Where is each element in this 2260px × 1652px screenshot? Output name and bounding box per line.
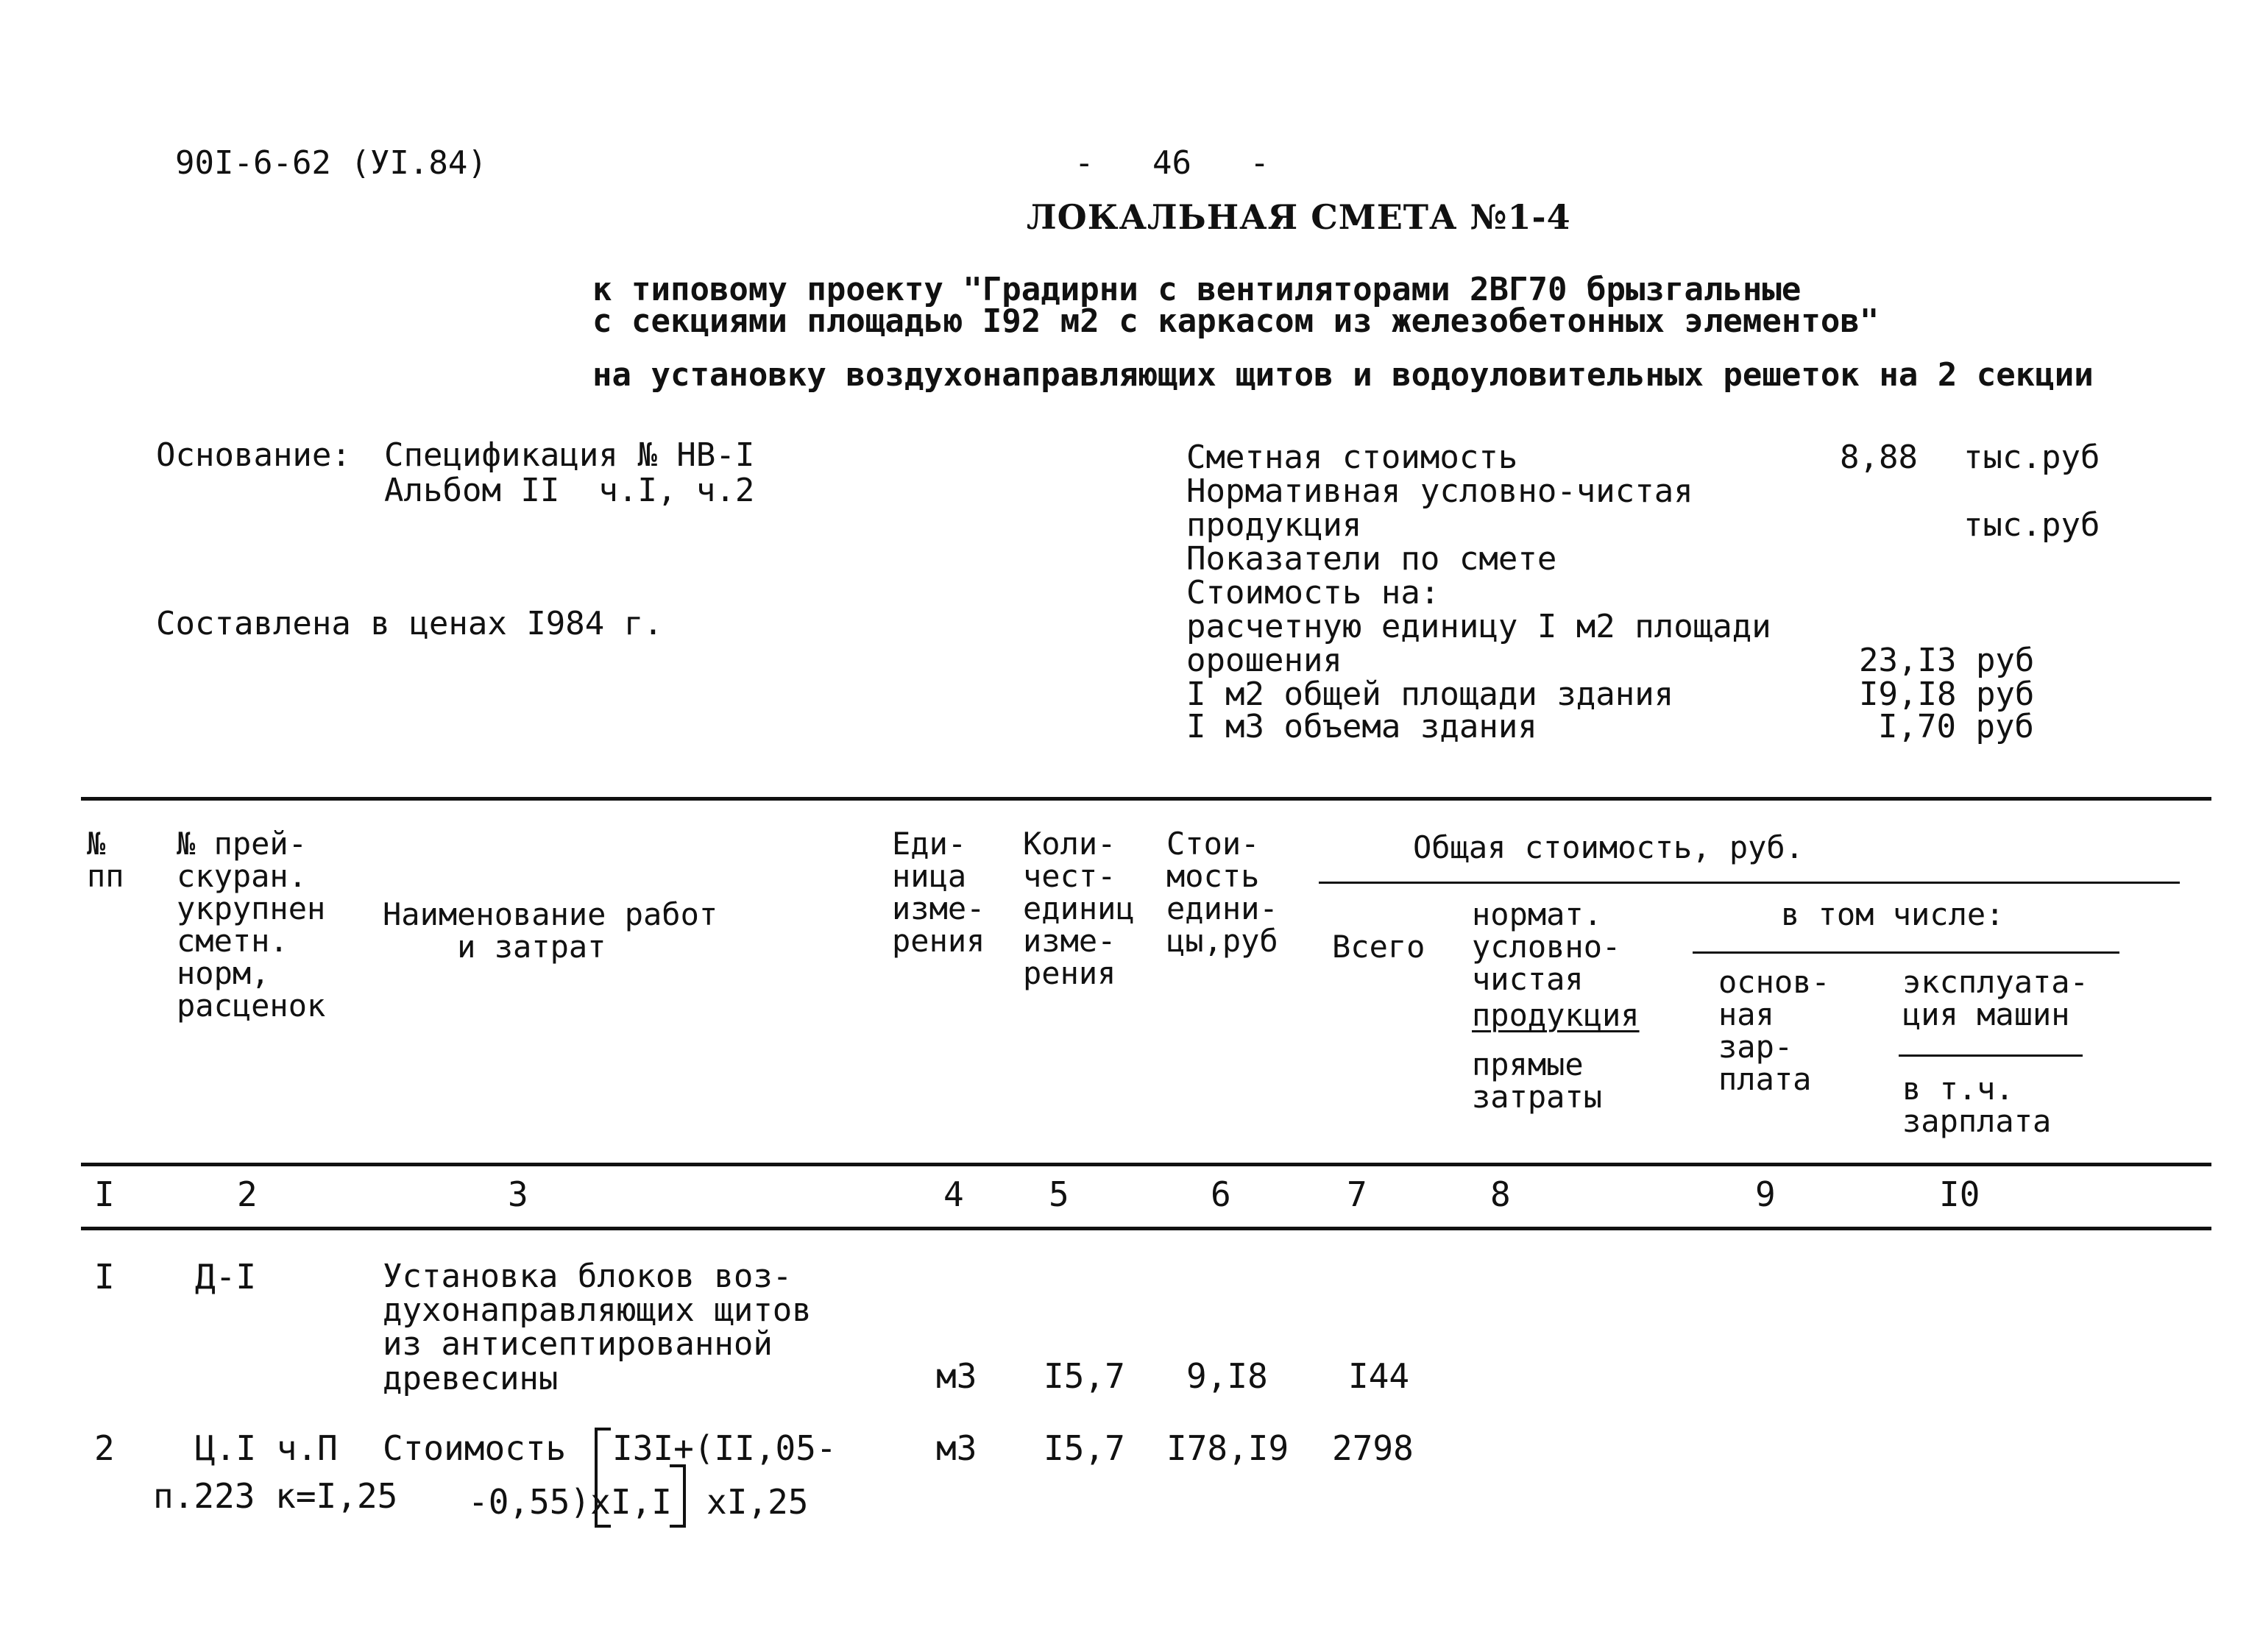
row-2-number: 2: [94, 1428, 115, 1468]
col-header-work-name: Наименование работ и затрат: [383, 896, 718, 965]
table-top-rule: [81, 797, 2211, 801]
row-2-code-line-2: п.223 к=I,25: [153, 1476, 398, 1516]
col-header-normative-top: нормат. условно- чистая: [1472, 896, 1621, 998]
per-volume-value: I,70 руб: [1878, 708, 2034, 745]
normative-label-2: продукция: [1186, 506, 1362, 544]
row-2-total: 2798: [1332, 1428, 1414, 1468]
col-number-1: I: [94, 1174, 115, 1214]
col-header-base-salary: основ- ная зар- плата: [1718, 964, 1830, 1098]
header-bottom-rule: [81, 1163, 2211, 1166]
per-area-label: I м2 общей площади здания: [1186, 676, 1674, 713]
document-title: ЛОКАЛЬНАЯ СМЕТА №1-4: [1027, 197, 1571, 237]
row-1-total: I44: [1348, 1356, 1410, 1396]
total-group-rule: [1319, 882, 2180, 884]
row-2-formula-line-1: I3I+(II,05-: [612, 1428, 837, 1468]
col-number-4: 4: [943, 1174, 964, 1214]
col-number-2: 2: [237, 1174, 258, 1214]
row-2-name-prefix: Стоимость: [383, 1428, 567, 1468]
col-number-6: 6: [1211, 1174, 1231, 1214]
page-number: - 46 -: [1074, 144, 1269, 182]
per-volume-label: I м3 объема здания: [1186, 708, 1537, 745]
row-1-number: I: [94, 1257, 115, 1297]
col-header-machines: эксплуата- ция машин: [1902, 964, 2089, 1033]
row-2-code-line-1: Ц.I ч.П: [195, 1428, 338, 1468]
normative-unit: тыс.руб: [1963, 506, 2100, 544]
col-header-quantity: Коли- чест- единиц изме- рения: [1023, 826, 1135, 992]
row-2-formula-suffix: хI,25: [706, 1482, 809, 1522]
row-2-formula-line-2: -0,55)хI,I: [468, 1482, 672, 1522]
col-header-total: Всего: [1332, 929, 1425, 965]
subtitle-line-1: к типовому проекту "Градирни с вентиляторами 2ВГ70 брызгальные: [592, 271, 1802, 308]
row-2-quantity: I5,7: [1044, 1428, 1125, 1468]
basis-album: Альбом II ч.I, ч.2: [384, 472, 755, 509]
per-unit-label-1: расчетную единицу I м2 площади: [1186, 608, 1771, 645]
col-number-7: 7: [1347, 1174, 1367, 1214]
col-header-total-group: Общая стоимость, руб.: [1413, 829, 1804, 865]
basis-prices: Составлена в ценах I984 г.: [156, 605, 663, 642]
cost-per-label: Стоимость на:: [1186, 574, 1440, 611]
subtitle-line-2: с секциями площадью I92 м2 с каркасом из железобетонных элементов": [592, 302, 1880, 340]
col-header-number: № пп: [87, 826, 124, 895]
document-code: 90I-6-62 (УI.84): [175, 144, 487, 182]
row-1-quantity: I5,7: [1044, 1356, 1125, 1396]
indicators-label: Показатели по смете: [1186, 540, 1557, 578]
per-unit-value: 23,I3 руб: [1859, 642, 2035, 679]
row-1-unit: м3: [936, 1356, 977, 1396]
col-header-incl-group: в том числе:: [1781, 896, 2005, 932]
col-header-machines-salary: в т.ч. зарплата: [1902, 1071, 2052, 1140]
estimated-cost-label: Сметная стоимость: [1186, 439, 1518, 476]
estimated-cost-unit: тыс.руб: [1963, 439, 2100, 476]
row-2-unit-cost: I78,I9: [1166, 1428, 1289, 1468]
per-unit-label-2: орошения: [1186, 642, 1342, 679]
col-header-unit-cost: Стои- мость едини- цы,руб: [1166, 826, 1278, 960]
formula-right-bracket: [670, 1464, 686, 1528]
row-1-work-name: Установка блоков воз- духонаправляющих щитов из антисептированной древесины: [383, 1258, 812, 1397]
col-number-5: 5: [1049, 1174, 1069, 1214]
machines-rule: [1899, 1054, 2083, 1057]
col-number-10: I0: [1939, 1174, 1980, 1214]
incl-group-rule: [1693, 951, 2119, 954]
col-header-price-list: № прей- скуран. укрупнен сметн. норм, расценок: [177, 826, 326, 1024]
basis-label: Основание:: [156, 436, 351, 474]
per-area-value: I9,I8 руб: [1859, 676, 2035, 713]
row-1-unit-cost: 9,I8: [1186, 1356, 1268, 1396]
numbers-bottom-rule: [81, 1227, 2211, 1230]
normative-label-1: Нормативная условно-чистая: [1186, 472, 1693, 510]
basis-spec: Спецификация № НВ-I: [384, 436, 755, 474]
col-number-3: 3: [508, 1174, 528, 1214]
col-header-direct-costs: прямые затраты: [1472, 1046, 1603, 1116]
row-1-code: Д-I: [195, 1257, 257, 1297]
col-header-unit: Еди- ница изме- рения: [892, 826, 985, 960]
estimated-cost-value: 8,88: [1840, 439, 1918, 476]
col-number-9: 9: [1755, 1174, 1776, 1214]
col-number-8: 8: [1490, 1174, 1511, 1214]
col-header-normative-underline: продукция: [1472, 997, 1640, 1033]
row-2-unit: м3: [936, 1428, 977, 1468]
subtitle-line-3: на установку воздухонаправляющих щитов и водоуловительных решеток на 2 секции: [592, 356, 2094, 394]
